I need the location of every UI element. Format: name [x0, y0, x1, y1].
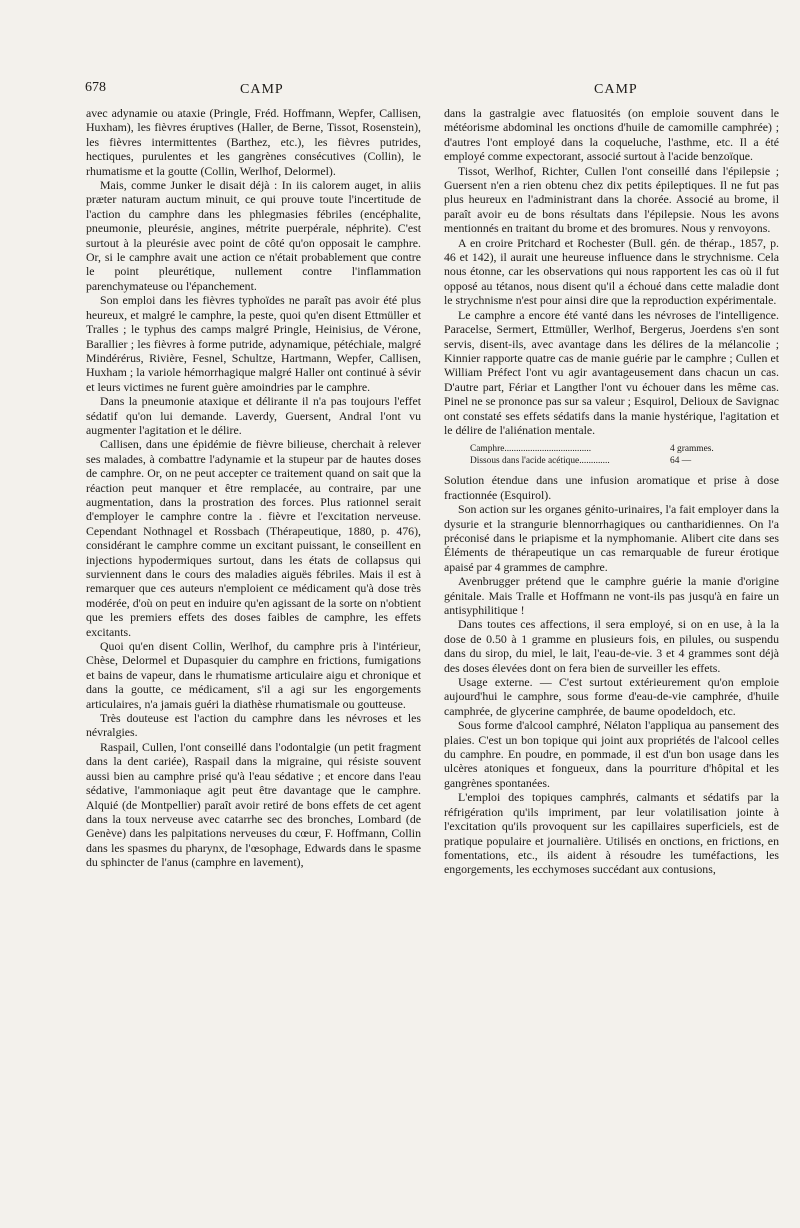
paragraph: Callisen, dans une épidémie de fièvre bilieuse, cherchait à relever ses malades, à combattre l'adynamie et la stupeur par de hautes doses de camphre. Or, on ne peut accepter ce traitement quand on sait que la réaction peut manquer et être remplacée, au contraire, par une augmentation, dans la prostration des forces. Plus rationnel serait d'employer le camphre contre la . fièvre et l'excitation nerveuse. Cependant Nothnagel et Rossbach (Thérapeutique, 1880, p. 476), considérant le camphre comme un excitant puissant, le conseillent en injections hypodermiques surtout, dans les états de collapsus qui surviennent dans le cours des maladies aiguës fébriles. Mais il est à remarquer que ces auteurs n'emploient ce médicament qu'à dose très modérée, d'où on peut en induire qu'en agissant de la sorte on n'obtient que les premiers effets des doses faibles de camphre, les effets excitants. [86, 437, 421, 639]
paragraph: dans la gastralgie avec flatuosités (on emploie souvent dans le météorisme abdominal les onctions d'huile de camomille camphrée) ; d'autres l'ont employé dans la coqueluche, l'asthme, etc. Il a été employé comme expectorant, associé surtout à l'acide benzoïque. [444, 106, 779, 164]
right-column [444, 106, 779, 877]
paragraph: avec adynamie ou ataxie (Pringle, Fréd. Hoffmann, Wepfer, Callisen, Huxham), les fièvres éruptives (Haller, de Berne, Tissot, Rosenstein), les fièvres intermittentes (Barthez, etc.), les fièvres putrides, hectiques, purulentes et les gangrènes consécutives (Collin), le rhumatisme et la goutte (Collin, Werlhof, Delormel). [86, 106, 421, 178]
paragraph: Dans la pneumonie ataxique et délirante il n'a pas toujours l'effet sédatif qu'on lui demande. Laverdy, Guersent, Andral l'ont vu augmenter l'agitation et le délire. [86, 394, 421, 437]
formula-row [470, 443, 750, 455]
paragraph: A en croire Pritchard et Rochester (Bull. gén. de thérap., 1857, p. 46 et 142), il aurait une heureuse influence dans le strychnisme. Cela nous étonne, car les observations qui nous rapportent les cas où il fut opposé au tétanos, nous disent qu'il a échoué dans cette maladie dont le strychnisme n'est pour ainsi dire que la reproduction expérimentale. [444, 235, 779, 308]
paragraph: L'emploi des topiques camphrés, calmants et sédatifs par la réfrigération qu'ils impriment, par leur volatilisation jointe à l'excitation qu'ils provoquent sur les capillaires superficiels, est de pratique populaire et journalière. Utilisés en onctions, en frictions, en fomentations, etc., ils aident à résoudre les tuméfactions, les engorgements, les ecchymoses succédant aux contusions, [444, 790, 779, 877]
paragraph: Très douteuse est l'action du camphre dans les névroses et les névralgies. [86, 711, 421, 740]
paragraph: Raspail, Cullen, l'ont conseillé dans l'odontalgie (un petit fragment dans la dent cariée), Raspail dans la migraine, qui résiste souvent aussi bien au camphre prisé qu'à l'eau sédative ; et encore dans l'eau sédative, l'ammoniaque agit peut être davantage que le camphre. Alquié (de Montpellier) paraît avoir retiré de bons effets de cet agent dans la toux nerveuse avec catarrhe sec des bronches, Lombard (de Genève) dans les palpitations nerveuses du cœur, F. Hoffmann, Collin dans les spasmes du pharynx, de l'œsophage, Edwards dans le spasme du sphincter de l'anus (camphre en lavement), [86, 739, 421, 870]
running-head-left: CAMP [240, 82, 284, 97]
left-column [86, 106, 421, 870]
paragraph: Tissot, Werlhof, Richter, Cullen l'ont conseillé dans l'épilepsie ; Guersent n'en a rien obtenu chez dix petits épileptiques. Il ne fut pas plus heureux en l'administrant dans la chorée. Associé au brome, il paraît avoir eu de bons résultats dans l'épilepsie. Nous les avons mentionnés en traitant du brome et des bromures. Nous y renvoyons. [444, 163, 779, 236]
running-head-right: CAMP [594, 82, 638, 97]
page-number: 678 [85, 80, 106, 95]
paragraph: Dans toutes ces affections, il sera employé, si on en use, à la la dose de 0.50 à 1 gramme en plusieurs fois, en pilules, ou suspendu dans du sirop, du miel, le lait, l'eau-de-vie. 3 et 4 grammes sont déjà des doses élevées dont on fera bien de surveiller les effets. [444, 617, 779, 675]
paragraph: Quoi qu'en disent Collin, Werlhof, du camphre pris à l'intérieur, Chèse, Delormel et Dupasquier du camphre en frictions, fumigations et bains de vapeur, dans le rhumatisme articulaire aigu et chronique et dans la goutte, ce médicament, s'il a agi sur les engorgements articulaires, n'a jamais guéri la diathèse rhumatismale ou goutteuse. [86, 639, 421, 711]
formula-quantity: 4 grammes. [670, 444, 714, 455]
paragraph: Mais, comme Junker le disait déjà : In iis calorem auget, in aliis præter naturam auctum minuit, ce qui prouve toute l'incertitude de l'action du camphre dans les phlegmasies fébriles (encéphalite, pneumonie, pleurésie, angines, métrite puerpérale, néphrite). C'est surtout à la pleurésie avec point de côté qu'on opposait le camphre. Or, si le camphre avait une action ce n'était probablement que contre le point pleurétique, nullement contre l'inflammation parenchymateuse ou l'épanchement. [86, 178, 421, 293]
paragraph: Son emploi dans les fièvres typhoïdes ne paraît pas avoir été plus heureux, et malgré le camphre, la peste, quoi qu'en disent Ettmüller et Tralles ; le typhus des camps malgré Pringle, Heinisius, de Vérone, Barallier ; les fièvres à forme putride, adynamique, pétéchiale, malgré Mindérérus, Rivière, Fesnel, Schultze, Hartmann, Wepfer, Callisen, Huxham ; la variole hémorrhagique malgré Haller ont continué à sévir et leurs victimes ne furent guère amoindries par le camphre. [86, 293, 421, 394]
formula-table [470, 443, 750, 467]
paragraph: Avenbrugger prétend que le camphre guérie la manie d'origine génitale. Mais Tralle et Hoffmann ne vont-ils pas jusqu'à en faire un antisyphilitique ! [444, 574, 779, 617]
paragraph: Usage externe. — C'est surtout extérieurement qu'on emploie aujourd'hui le camphre, sous forme d'eau-de-vie camphrée, d'huile camphrée, de glycerine camphrée, de baume opodeldoch, etc. [444, 675, 779, 718]
paragraph: Son action sur les organes génito-urinaires, l'a fait employer dans la dysurie et la strangurie blennorrhagiques ou cantharidiennes. On l'a préconisé dans le priapisme et la nymphomanie. Alibert cite dans ses Éléments de thérapeutique un cas remarquable de fureur érotique apaisé par 4 grammes de camphre. [444, 502, 779, 574]
formula-ingredient: Dissous dans l'acide acétique............. [470, 456, 610, 467]
formula-row [470, 455, 750, 467]
formula-ingredient: Camphre..................................... [470, 444, 592, 455]
paragraph: Le camphre a encore été vanté dans les névroses de l'intelligence. Paracelse, Sermert, Ettmüller, Werlhof, Bergerus, Joerdens s'en sont servis, disent-ils, avec avantage dans les délires de la mélancolie ; Kinnier rapporte quatre cas de manie guérie par le camphre ; Cullen et William Préfect l'ont vu agir avantageusement dans chacun un cas. D'autre part, Fériar et Langther l'ont vu échouer dans les même cas. Pinel ne se prononce pas sur sa valeur ; Esquirol, Delioux de Savignac ont constaté ses effets sédatifs dans la manie hystérique, l'agitation et le délire de l'aliénation mentale. [444, 307, 779, 437]
paragraph: Solution étendue dans une infusion aromatique et prise à dose fractionnée (Esquirol). [444, 473, 779, 502]
page-header [0, 0, 800, 110]
paragraph: Sous forme d'alcool camphré, Nélaton l'appliqua au pansement des plaies. C'est un bon topique qui joint aux propriétés de l'alcool celles du camphre. En poudre, en pommade, il est d'un bon usage dans les ulcères atoniques et fongueux, dans la pourriture d'hôpital et les gangrènes spontanées. [444, 718, 779, 790]
formula-quantity: 64 — [670, 456, 692, 467]
